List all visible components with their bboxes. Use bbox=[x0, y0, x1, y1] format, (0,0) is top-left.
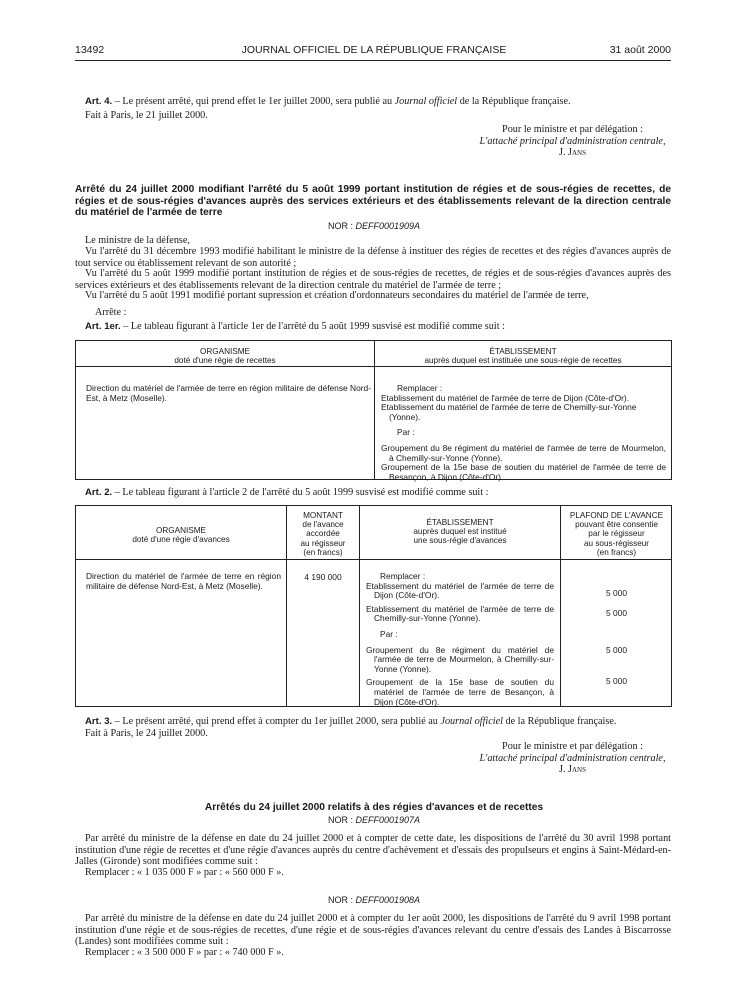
journal-officiel-ref: Journal officiel bbox=[394, 96, 458, 107]
table2-header-plafond: PLAFOND DE L'AVANCE pouvant être consentie par le régisseur au sous-régisseur (en francs) bbox=[569, 511, 664, 557]
table1-etablissement-cell: Remplacer : Etablissement du matériel de l'armée de terre de Dijon (Côte-d'Or). Etablissement du matériel de l'armée de terre de Chemilly-sur-Yonne (Yonne). Par : Groupement du 8e régiment du matériel de l'armée de terre de Mourmelon, à Chemilly-sur-Yonne (Yonne). Groupement de la 15e base de soutien du matériel de l'armée de terre de Besançon, à Dijon (Côte-d'Or). bbox=[381, 383, 666, 482]
arrete-paragraph-1: Par arrêté du ministre de la défense en date du 24 juillet 2000 et à compter de cette date, les dispositions de l'arrêté du 30 avril 1998 portant institution d'une régie de recettes et d'une régie d'avances auprès du centre d'achèvement et d'essais des propulseurs et engins à Saint-Médard-en-Jalles (Gironde) sont modifiées comme suit : bbox=[75, 833, 671, 867]
nor-reference-3: NOR : DEFF0001908A bbox=[327, 895, 421, 905]
table2-plafond-2: 5 000 bbox=[606, 608, 627, 618]
art3-fait: Fait à Paris, le 24 juillet 2000. bbox=[85, 728, 208, 739]
table2-header-etablissement: ÉTABLISSEMENT auprès duquel est institué une sous-régie d'avances bbox=[413, 518, 507, 546]
arrete-title: Arrêté du 24 juillet 2000 modifiant l'arrêté du 5 août 1999 portant institution de régies et de sous-régies de recettes, de régies et de sous-régies d'avances auprès des services extérieurs et des établissements relevant de la direction centrale du matériel de l'armée de terre bbox=[75, 184, 671, 218]
issue-date: 31 août 2000 bbox=[609, 44, 671, 56]
table1-header-organisme: ORGANISME doté d'une régie de recettes bbox=[174, 347, 276, 366]
table2-etablissement-cell: Remplacer : Etablissement du matériel de l'armée de terre de Dijon (Côte-d'Or). Etablissement du matériel de l'armée de terre de Chemilly-sur-Yonne (Yonne). Par : Groupement du 8e régiment du matériel de l'armée de terre de Mourmelon, à Chemilly-sur-Yonne (Yonne). Groupement de la 15e base de soutien du matériel de l'armée de terre de Besançon, à Dijon (Côte-d'Or). bbox=[366, 571, 554, 707]
table2-plafond-3: 5 000 bbox=[606, 645, 627, 655]
table-regies-recettes bbox=[75, 340, 672, 480]
table1-header-etablissement: ÉTABLISSEMENT auprès duquel est instituée une sous-régie de recettes bbox=[424, 347, 622, 366]
vu-paragraph-1: Vu l'arrêté du 31 décembre 1993 modifié habilitant le ministre de la défense à instituer des régies de recettes et des régies d'avances auprès de tout service ou établissement relevant de son autorité ; bbox=[75, 246, 671, 269]
table-regies-avances bbox=[75, 505, 672, 707]
minister-line: Le ministre de la défense, bbox=[85, 235, 190, 246]
vu-paragraph-3: Vu l'arrêté du 5 août 1991 modifié portant supression et création d'ordonnateurs secondaires du matériel de l'armée de terre, bbox=[85, 290, 589, 301]
journal-title: JOURNAL OFFICIEL DE LA RÉPUBLIQUE FRANÇAISE bbox=[241, 44, 507, 56]
art4-fait: Fait à Paris, le 21 juillet 2000. bbox=[85, 110, 208, 121]
table2-montant-cell: 4 190 000 bbox=[304, 572, 342, 582]
nor-reference-2: NOR : DEFF0001907A bbox=[327, 815, 421, 825]
arrete-verb: Arrête : bbox=[95, 307, 127, 318]
table2-plafond-4: 5 000 bbox=[606, 676, 627, 686]
art3-paragraph: Art. 3. – Le présent arrêté, qui prend effet à compter du 1er juillet 2000, sera publié au Journal officiel de la République française. bbox=[85, 716, 617, 727]
page-number: 13492 bbox=[75, 44, 105, 56]
table2-header-organisme: ORGANISME doté d'une régie d'avances bbox=[132, 526, 230, 545]
table2-header-montant: MONTANT de l'avance accordée au régisseur (en francs) bbox=[300, 511, 346, 557]
remplacer-line-2: Remplacer : « 3 500 000 F » par : « 740 000 F ». bbox=[85, 947, 284, 958]
art2-paragraph: Art. 2. – Le tableau figurant à l'article 2 de l'arrêté du 5 août 1999 susvisé est modifié comme suit : bbox=[85, 487, 489, 498]
art4-label: Art. 4. bbox=[85, 96, 113, 107]
art1-paragraph: Art. 1er. – Le tableau figurant à l'article 1er de l'arrêté du 5 août 1999 susvisé est modifié comme suit : bbox=[85, 321, 505, 332]
header-rule bbox=[75, 60, 671, 61]
art4-paragraph: Art. 4. – Le présent arrêté, qui prend effet le 1er juillet 2000, sera publié au Journal officiel de la République française. bbox=[85, 96, 571, 107]
signature-block-1: Pour le ministre et par délégation : L'attaché principal d'administration centrale, J. Jans bbox=[479, 124, 666, 158]
table1-organisme-cell: Direction du matériel de l'armée de terre en région militaire de défense Nord-Est, à Metz (Moselle). bbox=[86, 383, 371, 403]
table2-plafond-1: 5 000 bbox=[606, 588, 627, 598]
arrete-paragraph-2: Par arrêté du ministre de la défense en date du 24 juillet 2000 et à compter du 1er août 2000, les dispositions de l'arrêté du 9 avril 1998 portant institution d'une régie et de sous-régies de recettes, d'une régie et de sous-régies d'avances relevant du centre d'essais des Landes à Biscarrosse (Landes) sont modifiées comme suit : bbox=[75, 913, 671, 947]
vu-paragraph-2: Vu l'arrêté du 5 août 1999 modifié portant institution de régies et de sous-régies de recettes, de régies et de sous-régies d'avances auprès des services extérieurs et des établissements relevant de la direction centrale du matériel de l'armée de terre ; bbox=[75, 268, 671, 291]
signature-block-2: Pour le ministre et par délégation : L'attaché principal d'administration centrale, J. Jans bbox=[479, 741, 666, 775]
table2-organisme-cell: Direction du matériel de l'armée de terre en région militaire de défense Nord-Est, à Metz (Moselle). bbox=[86, 571, 281, 591]
arretes2-title: Arrêtés du 24 juillet 2000 relatifs à des régies d'avances et de recettes bbox=[204, 802, 544, 813]
nor-reference: NOR : DEFF0001909A bbox=[327, 221, 421, 231]
remplacer-line-1: Remplacer : « 1 035 000 F » par : « 560 000 F ». bbox=[85, 867, 284, 878]
